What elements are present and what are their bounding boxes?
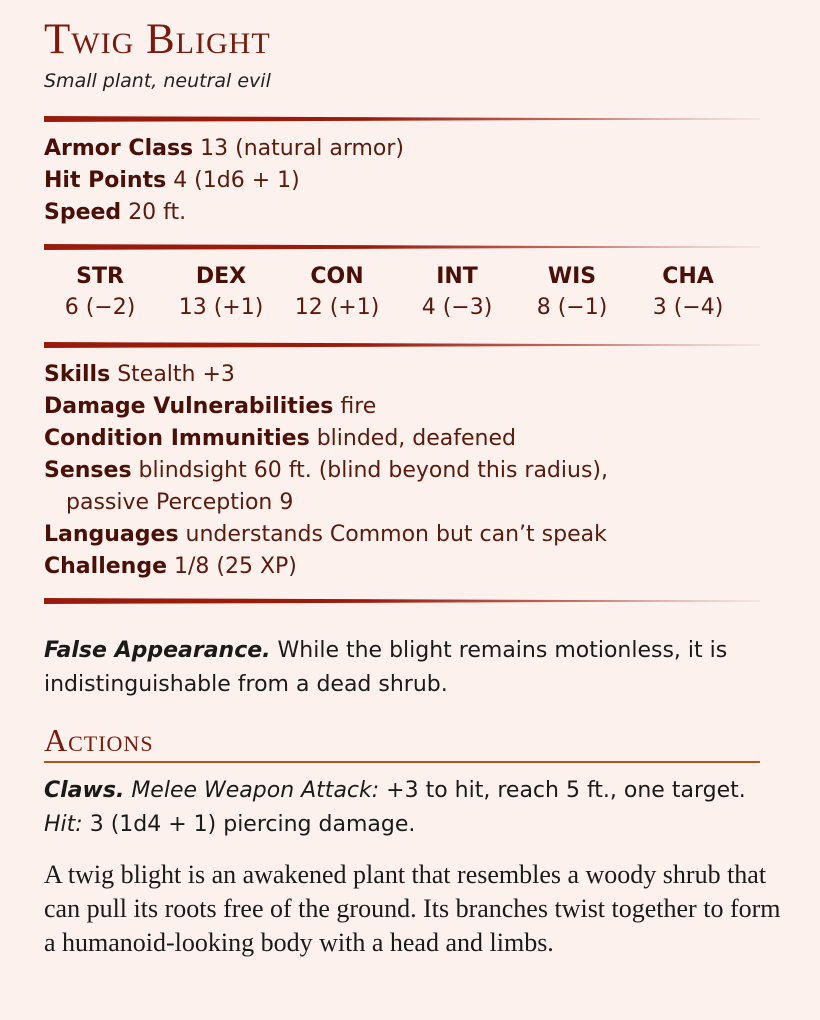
skills-value: Stealth +3 (117, 362, 235, 387)
senses-line-continued (66, 490, 293, 515)
senses-line (44, 458, 608, 483)
ability-str (45, 264, 155, 320)
divider-rule (44, 244, 760, 250)
speed-label: Speed (44, 200, 122, 225)
vulnerabilities-line (44, 394, 376, 419)
action-attack-type: Melee Weapon Attack: (131, 778, 380, 803)
languages-value: understands Common but can’t speak (185, 522, 607, 547)
ability-name: DEX (195, 264, 247, 289)
languages-line (44, 522, 607, 547)
ability-wis (517, 264, 627, 320)
armor-class-line (44, 136, 404, 161)
trait-text: While the blight remains motionless, it is indistinguishable from a dead shrub. (44, 638, 728, 697)
senses-label: Senses (44, 458, 132, 483)
trait-name: False Appearance. (44, 638, 271, 663)
monster-name: Twig Blight (44, 16, 271, 63)
challenge-label: Challenge (44, 554, 167, 579)
condition-immunities-label: Condition Immunities (44, 426, 310, 451)
speed-line (44, 200, 186, 225)
actions-heading: Actions (44, 722, 760, 763)
condition-immunities-value: blinded, deafened (316, 426, 516, 451)
ability-name: INT (436, 264, 478, 289)
divider-rule (44, 342, 760, 348)
hit-points-line (44, 168, 300, 193)
ability-name: STR (76, 264, 124, 289)
ability-con (282, 264, 392, 320)
armor-class-label: Armor Class (44, 136, 194, 161)
vulnerabilities-label: Damage Vulnerabilities (44, 394, 334, 419)
flavor-text: A twig blight is an awakened plant that resembles a woody shrub that can pull its roots free of the ground. Its branches twist together to form a humanoid-looking body with a head and limbs. (44, 860, 781, 957)
action-hit-text: 3 (1d4 + 1) piercing damage. (89, 812, 416, 837)
condition-immunities-line (44, 426, 516, 451)
action-claws (44, 774, 764, 842)
ability-int (402, 264, 512, 320)
hit-points-label: Hit Points (44, 168, 167, 193)
ability-score: 6 (−2) (64, 295, 136, 320)
skills-line (44, 362, 235, 387)
challenge-line (44, 554, 297, 579)
ability-score: 4 (−3) (421, 295, 493, 320)
monster-type-line: Small plant, neutral evil (44, 70, 271, 92)
trait-false-appearance (44, 634, 764, 702)
ability-name: WIS (547, 264, 597, 289)
vulnerabilities-value: fire (340, 394, 377, 419)
speed-value: 20 ft. (128, 200, 187, 225)
skills-label: Skills (44, 362, 111, 387)
languages-label: Languages (44, 522, 179, 547)
ability-dex (166, 264, 276, 320)
action-name: Claws. (44, 778, 125, 803)
ability-name: CON (310, 264, 364, 289)
senses-value-continued: passive Perception 9 (66, 490, 294, 515)
armor-class-value: 13 (natural armor) (200, 136, 405, 161)
divider-rule (44, 598, 760, 604)
hit-points-value: 4 (1d6 + 1) (173, 168, 300, 193)
ability-cha (633, 264, 743, 320)
ability-score: 8 (−1) (536, 295, 608, 320)
challenge-value: 1/8 (25 XP) (174, 554, 297, 579)
action-attack-text: +3 to hit, reach 5 ft., one target. (386, 778, 746, 803)
divider-rule (44, 116, 760, 122)
action-hit-label: Hit: (44, 812, 83, 837)
ability-name: CHA (662, 264, 714, 289)
ability-score: 3 (−4) (652, 295, 724, 320)
senses-value: blindsight 60 ft. (blind beyond this radius), (138, 458, 608, 483)
ability-score: 12 (+1) (294, 295, 380, 320)
ability-score: 13 (+1) (178, 295, 264, 320)
